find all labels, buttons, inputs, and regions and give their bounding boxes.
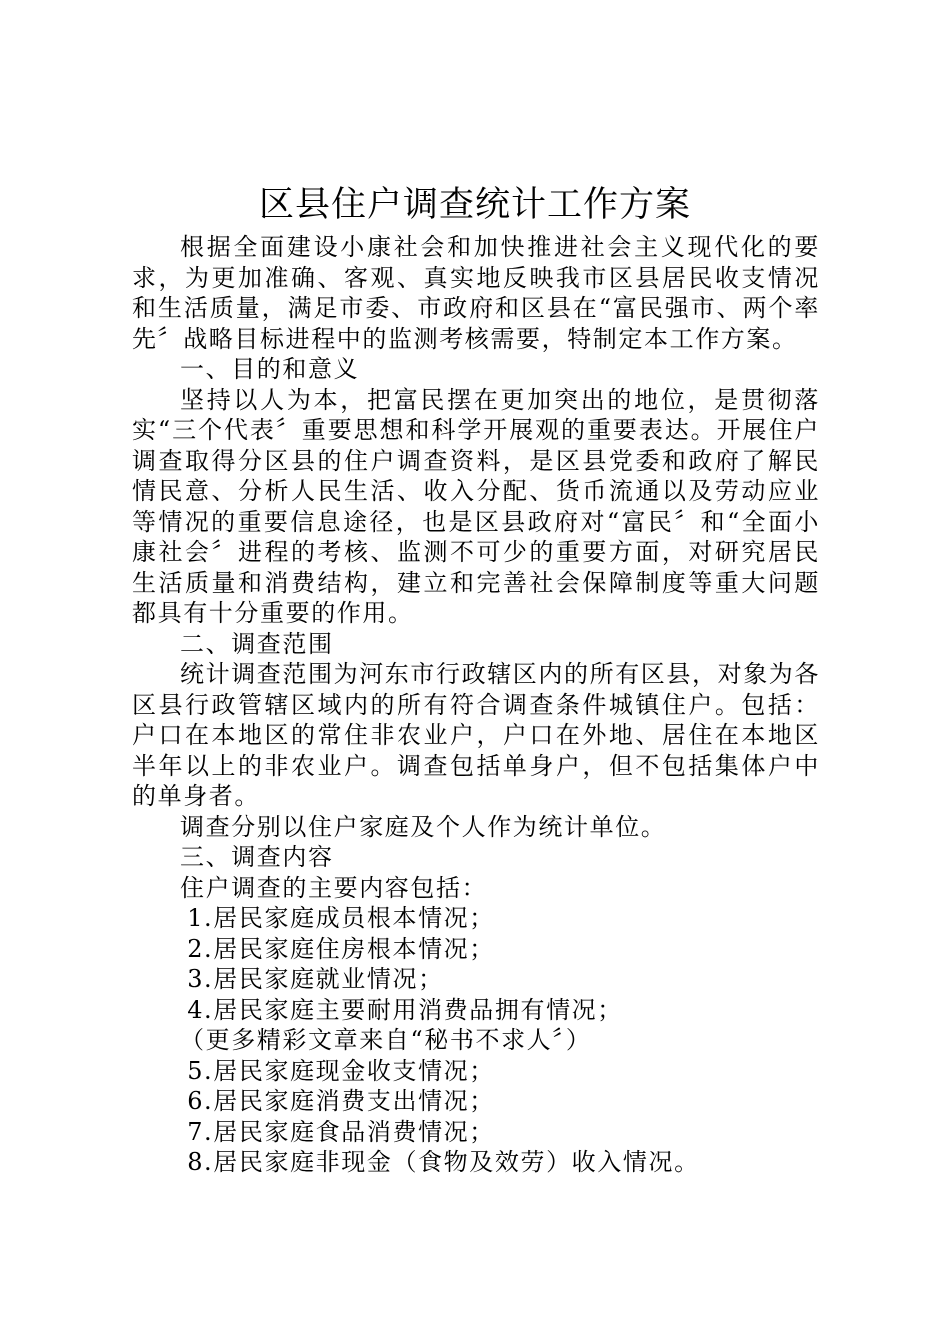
section-heading-purpose: 一、目的和意义 bbox=[180, 355, 360, 383]
intro-paragraph: 根据全面建设小康社会和加快推进社会主义现代化的要求，为更加准确、客观、真实地反映我市区县居民收支情况和生活质量，满足市委、市政府和区县在“富民强市、两个率先〞战略目标进程中的监测考核需要，特制定本工作方案。 bbox=[132, 233, 820, 353]
list-item: 3.居民家庭就业情况； bbox=[187, 965, 444, 993]
list-item: 8.居民家庭非现金（食物及效劳）收入情况。 bbox=[187, 1148, 700, 1176]
list-item: 1.居民家庭成员根本情况； bbox=[187, 904, 495, 932]
list-item: 5.居民家庭现金收支情况； bbox=[187, 1056, 495, 1085]
section-heading-content: 三、调查内容 bbox=[180, 843, 334, 871]
list-item: 7.居民家庭食品消费情况； bbox=[187, 1117, 495, 1146]
purpose-paragraph: 坚持以人为本，把富民摆在更加突出的地位，是贯彻落实“三个代表〞重要思想和科学开展观的重要表达。开展住户调查取得分区县的住户调查资料，是区县党委和政府了解民情民意、分析人民生活、收入分配、货币流通以及劳动应业等情况的重要信息途径，也是区县政府对“富民〞和“全面小康社会〞进程的考核、监测不可少的重要方面，对研究居民生活质量和消费结构，建立和完善社会保障制度等重大问题都具有十分重要的作用。 bbox=[132, 385, 820, 627]
source-note: （更多精彩文章来自“秘书不求人〞） bbox=[180, 1026, 592, 1054]
list-item: 6.居民家庭消费支出情况； bbox=[187, 1087, 495, 1115]
document-body bbox=[132, 232, 820, 1178]
statistical-unit-line: 调查分别以住户家庭及个人作为统计单位。 bbox=[180, 812, 667, 841]
document-title: 区县住户调查统计工作方案 bbox=[258, 185, 691, 225]
list-item: 4.居民家庭主要耐用消费品拥有情况； bbox=[187, 995, 623, 1024]
content-lead-line: 住户调查的主要内容包括： bbox=[180, 873, 488, 902]
scope-paragraph: 统计调查范围为河东市行政辖区内的所有区县，对象为各区县行政管辖区域内的所有符合调查条件城镇住户。包括：户口在本地区的常住非农业户，户口在外地、居住在本地区半年以上的非农业户。调查包括单身户，但不包括集体户中的单身者。 bbox=[132, 660, 820, 810]
list-item: 2.居民家庭住房根本情况； bbox=[187, 934, 495, 963]
section-heading-scope: 二、调查范围 bbox=[180, 629, 334, 658]
